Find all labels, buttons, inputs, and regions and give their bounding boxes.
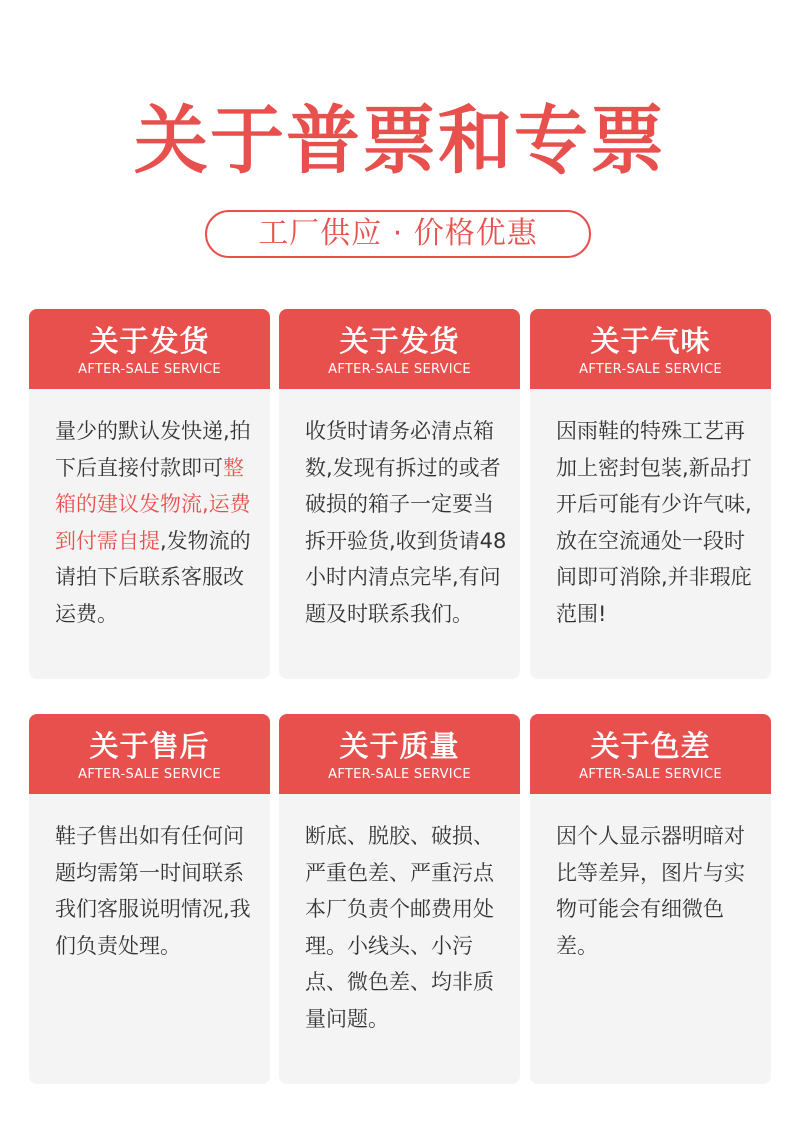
card-header	[530, 309, 771, 389]
card-header	[29, 714, 270, 794]
card-text: 因个人显示器明暗对比等差异，图片与实物可能会有细微色差。	[556, 824, 745, 958]
card-text	[29, 389, 270, 632]
card-text: 断底、脱胶、破损、严重色差、严重污点本厂负责个邮费用处理。小线头、小污点、微色差、均非质量问题。	[305, 824, 494, 1031]
card-title: 关于色差	[590, 729, 711, 763]
card-quality	[279, 714, 520, 1084]
card-subtitle: AFTER-SALE SERVICE	[328, 767, 471, 782]
card-odor	[530, 309, 771, 679]
card-text-highlight: 整箱的建议发物流,运费到付需自提	[55, 455, 251, 553]
card-title: 关于售后	[89, 729, 210, 763]
card-after-sale	[29, 714, 270, 1084]
card-subtitle: AFTER-SALE SERVICE	[78, 767, 221, 782]
card-header	[279, 309, 520, 389]
card-text: 因雨鞋的特殊工艺再加上密封包装,新品打开后可能有少许气味,放在空流通处一段时间即可消除,并非瑕庇范围!	[556, 419, 752, 626]
card-text: 收货时请务必清点箱数,发现有拆过的或者破损的箱子一定要当拆开验货,收到货请48小时内清点完毕,有问题及时联系我们。	[305, 419, 507, 626]
card-subtitle: AFTER-SALE SERVICE	[328, 362, 471, 377]
card-title: 关于气味	[590, 324, 711, 358]
card-shipping-1	[29, 309, 270, 679]
card-subtitle: AFTER-SALE SERVICE	[78, 362, 221, 377]
card-text-normal: 量少的默认发快递,拍下后直接付款即可	[55, 419, 251, 480]
card-shipping-2	[279, 309, 520, 679]
card-header	[279, 714, 520, 794]
card-subtitle: AFTER-SALE SERVICE	[579, 767, 722, 782]
card-text-normal-end: ,发物流的请拍下后联系客服改运费。	[55, 528, 251, 626]
card-header	[29, 309, 270, 389]
card-header	[530, 714, 771, 794]
card-title: 关于发货	[89, 324, 210, 358]
card-title: 关于质量	[339, 729, 460, 763]
subtitle-badge: 工厂供应 · 价格优惠	[205, 210, 591, 258]
card-text: 鞋子售出如有任何问题均需第一时间联系我们客服说明情况,我们负责处理。	[55, 824, 251, 958]
card-subtitle: AFTER-SALE SERVICE	[579, 362, 722, 377]
card-title: 关于发货	[339, 324, 460, 358]
card-color-difference	[530, 714, 771, 1084]
page-title: 关于普票和专票	[134, 98, 666, 184]
